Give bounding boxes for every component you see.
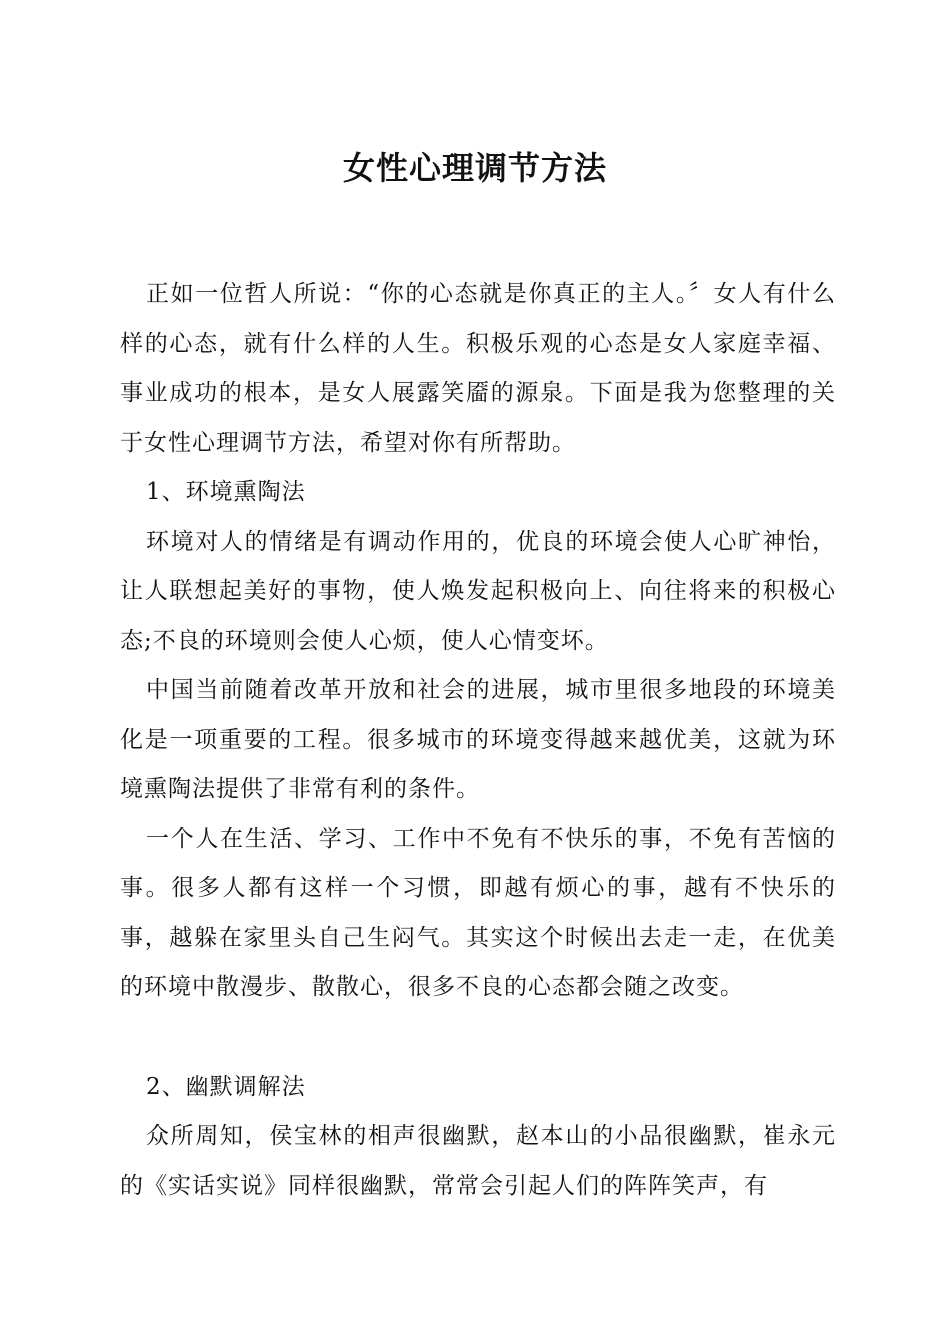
paragraph-spacer <box>120 1013 836 1063</box>
document-body <box>120 270 836 1211</box>
document-title: 女性心理调节方法 <box>342 149 607 187</box>
body-paragraph: 众所周知，侯宝林的相声很幽默，赵本山的小品很幽默，崔永元的《实话实说》同样很幽默，常常会引起人们的阵阵笑声，有 <box>120 1123 836 1199</box>
section-heading-1: 1、环境熏陶法 <box>146 479 306 505</box>
section-heading-2: 2、幽默调解法 <box>146 1073 306 1100</box>
body-paragraph: 一个人在生活、学习、工作中不免有不快乐的事，不免有苦恼的事。很多人都有这样一个习惯，即越有烦心的事，越有不快乐的事，越躲在家里头自己生闷气。其实这个时候出去走一走，在优美的环境中散漫步、散散心，很多不良的心态都会随之改变。 <box>120 825 836 1000</box>
body-paragraph: 中国当前随着改革开放和社会的进展，城市里很多地段的环境美化是一项重要的工程。很多城市的环境变得越来越优美，这就为环境熏陶法提供了非常有利的条件。 <box>120 677 836 802</box>
body-paragraph: 环境对人的情绪是有调动作用的，优良的环境会使人心旷神怡，让人联想起美好的事物，使人焕发起积极向上、向往将来的积极心态;不良的环境则会使人心烦，使人心情变坏。 <box>120 528 836 654</box>
intro-paragraph: 正如一位哲人所说：“你的心态就是你真正的主人。〞女人有什么样的心态，就有什么样的人生。积极乐观的心态是女人家庭幸福、事业成功的根本，是女人展露笑靥的源泉。下面是我为您整理的关于女性心理调节方法，希望对你有所帮助。 <box>120 281 836 456</box>
